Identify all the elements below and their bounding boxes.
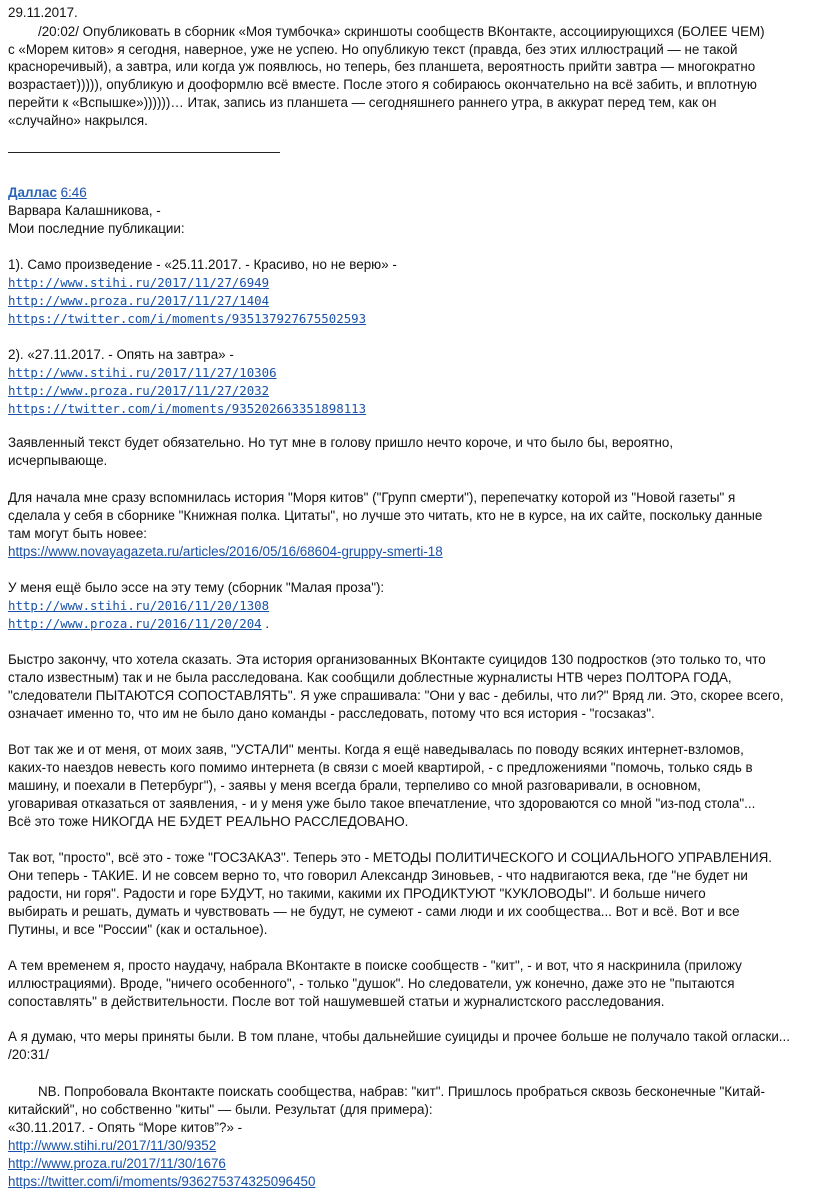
essay-link-stihi[interactable]: http://www.stihi.ru/2016/11/20/1308 — [8, 598, 270, 613]
history-line-1: Для начала мне сразу вспомнилась история "Моря китов" ("Групп смерти"), перепечатку которой из "Новой газеты" я — [8, 490, 736, 505]
cops-line-2: каких-то наездов невесть кого помимо интернета (в связи с моей квартирой, - с предложениями "помочь, только сядь в — [8, 760, 753, 775]
search-line-3: сопоставлять" в действительности. После вот той нашумевшей статьи и журналистского расследования. — [8, 994, 665, 1009]
nb-line-1: NB. Попробовала Вконтакте поискать сообщества, набрав: "кит". Пришлось пробраться сквозь бесконечные "Китай- — [38, 1084, 765, 1099]
pub2-link-stihi[interactable]: http://www.stihi.ru/2017/11/27/10306 — [8, 365, 277, 380]
history-line-2: сделала у себя в сборнике "Книжная полка. Цитаты", но лучше это читать, кто не в курсе, на их сайте, поскольку данные — [8, 508, 763, 523]
quick-line-4: означает именно то, что им не было дано команды - расследовать, потому что вся история - "госзаказ". — [8, 706, 655, 721]
final-link-twitter[interactable]: https://twitter.com/i/moments/936275374325096450 — [8, 1174, 316, 1189]
methods-line-2: Они теперь - ТАКИЕ. И не совсем верно то, что говорил Александр Зиновьев, - что надвигаются века, где "не будет ни — [8, 868, 748, 883]
pub2-link-proza[interactable]: http://www.proza.ru/2017/11/27/2032 — [8, 383, 270, 398]
quick-line-3: "следователи ПЫТАЮТСЯ СОПОСТАВЛЯТЬ". Я уже спрашивала: "Они у вас - дебилы, что ли?" Вряд ли. Это, скорее всего, — [8, 688, 784, 703]
pub2-link-twitter[interactable]: https://twitter.com/i/moments/935202663351898113 — [8, 401, 367, 416]
intro-line-2: с «Морем китов» я сегодня, наверное, уже не успею. Но опубликую текст (правда, без этих иллюстраций — не такой — [8, 42, 738, 57]
methods-line-4: выбирать и решать, думать и чувствовать — не будут, не сумеют - сами люди и их сообщества... Вот и всё. Вот и все — [8, 904, 740, 919]
pub1-link-stihi[interactable]: http://www.stihi.ru/2017/11/27/6949 — [8, 275, 270, 290]
cops-line-4: уговаривая отказаться от заявления, - и у меня уже было такое впечатление, что здороваются со мной "из-под стола"... — [8, 796, 756, 811]
author-link[interactable]: Даллас — [8, 185, 57, 200]
pub1-title: 1). Само произведение - «25.11.2017. - Красиво, но не верю» - — [8, 257, 397, 272]
intro-line-4: возрастает))))), опубликую и дооформлю всё вместе. После этого я собираюсь окончательно на всё забить, и вплотную — [8, 77, 757, 92]
cops-line-3: машину, и поехали в Петербург"), - заявы у меня всегда брали, терпеливо со мной разговаривали, в основном, — [8, 778, 701, 793]
novaya-gazeta-link[interactable]: https://www.novayagazeta.ru/articles/2016/05/16/68604-gruppy-smerti-18 — [8, 544, 443, 559]
pub1-link-twitter[interactable]: https://twitter.com/i/moments/935137927675502593 — [8, 311, 367, 326]
intro-line-6: «случайно» накрылся. — [8, 113, 148, 128]
declared-line-2: исчерпывающе. — [8, 453, 108, 468]
essay-tail: . — [261, 616, 270, 631]
separator-line — [8, 152, 280, 153]
intro-line-5: перейти к «Вспышке»))))))… Итак, запись из планшета — сегодняшнего раннего утра, в аккурат перед тем, как он — [8, 95, 717, 110]
history-line-3: там могут быть новее: — [8, 526, 147, 541]
measures-line-2: /20:31/ — [8, 1047, 49, 1062]
cops-line-1: Вот так же и от меня, от моих заяв, "УСТАЛИ" менты. Когда я ещё наведывалась по поводу всяких интернет-взломов, — [8, 742, 744, 757]
quick-line-2: стало известным) так и не была расследована. Как сообщили доблестные журналисты НТВ через ПОЛТОРА ГОДА, — [8, 670, 732, 685]
declared-line-1: Заявленный текст будет обязательно. Но тут мне в голову пришло нечто короче, и что было бы, вероятно, — [8, 435, 674, 450]
quick-line-1: Быстро закончу, что хотела сказать. Эта история организованных ВКонтакте суицидов 130 подростков (это только то, что — [8, 652, 766, 667]
essay-link-proza[interactable]: http://www.proza.ru/2016/11/20/204 — [8, 616, 262, 631]
cops-line-5: Всё это тоже НИКОГДА НЕ БУДЕТ РЕАЛЬНО РАССЛЕДОВАНО. — [8, 814, 409, 829]
methods-line-5: Путины, и все "России" (как и остальное). — [8, 922, 268, 937]
essay-line: У меня ещё было эссе на эту тему (сборник "Малая проза"): — [8, 580, 385, 595]
pub2-title: 2). «27.11.2017. - Опять на завтра» - — [8, 347, 234, 362]
post-header — [8, 184, 87, 202]
measures-line-1: А я думаю, что меры приняты были. В том плане, чтобы дальнейшие суициды и прочее больше не получало такой огласки... — [8, 1029, 790, 1044]
date-line: 29.11.2017. — [8, 5, 78, 20]
intro-line-3: красноречивый), а завтра, или когда уж появлюсь, но теперь, без планшета, вероятность прийти завтра — многократно — [8, 59, 756, 74]
nb-line-2: китайский", но собственно "киты" — были. Результат (для примера): — [8, 1102, 433, 1117]
pubs-header: Мои последние публикации: — [8, 221, 185, 236]
greeting: Варвара Калашникова, - — [8, 203, 161, 218]
nb-line-3: «30.11.2017. - Опять “Море китов”?» - — [8, 1120, 243, 1135]
final-link-stihi[interactable]: http://www.stihi.ru/2017/11/30/9352 — [8, 1138, 217, 1153]
search-line-2: иллюстрациями). Вроде, "ничего особенного", - только "душок". Но следователи, уж конечно, даже это не "пытаются — [8, 976, 735, 991]
final-link-proza[interactable]: http://www.proza.ru/2017/11/30/1676 — [8, 1156, 226, 1171]
methods-line-1: Так вот, "просто", всё это - тоже "ГОСЗАКАЗ". Теперь это - МЕТОДЫ ПОЛИТИЧЕСКОГО И СОЦИАЛЬНОГО УПРАВЛЕНИЯ. — [8, 850, 773, 865]
time-link[interactable]: 6:46 — [60, 185, 87, 200]
pub1-link-proza[interactable]: http://www.proza.ru/2017/11/27/1404 — [8, 293, 270, 308]
intro-line-1: /20:02/ Опубликовать в сборник «Моя тумбочка» скриншоты сообществ ВКонтакте, ассоциирующихся (БОЛЕЕ ЧЕМ) — [38, 24, 765, 39]
methods-line-3: радости, ни горя". Радости и горе БУДУТ, но такими, какими их ПРОДИКТУЮТ "КУКЛОВОДЫ". И больше ничего — [8, 886, 706, 901]
search-line-1: А тем временем я, просто наудачу, набрала ВКонтакте в поиске сообществ - "кит", - и вот, что я наскринила (приложу — [8, 958, 742, 973]
